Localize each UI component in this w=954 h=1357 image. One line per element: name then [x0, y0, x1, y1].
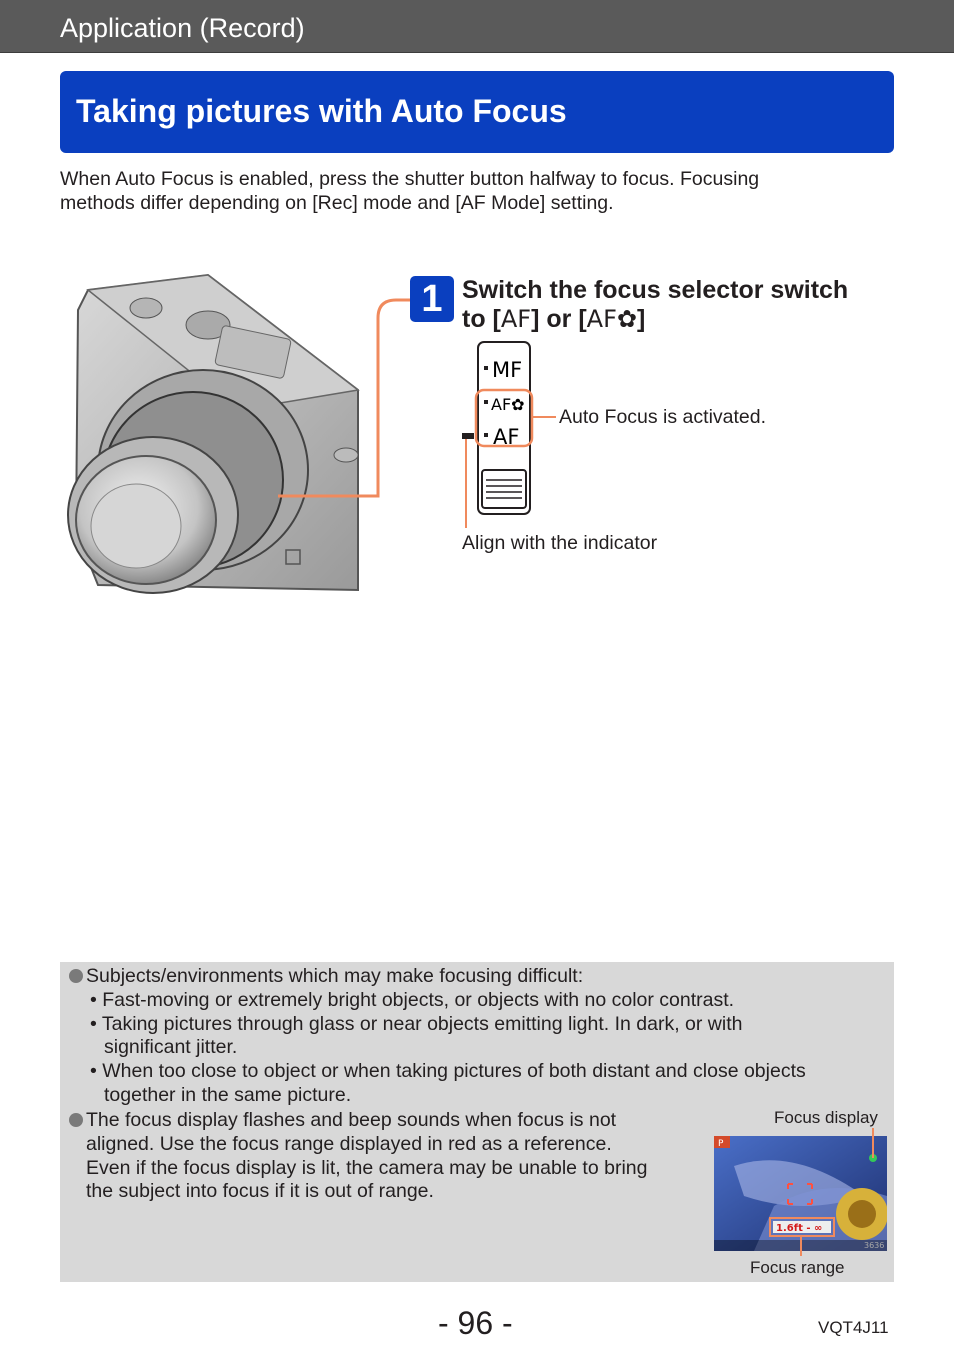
- focus-selector-switch: [460, 340, 560, 520]
- note-bullet-2b: aligned. Use the focus range displayed in red as a reference.: [86, 1133, 612, 1155]
- selector-mf-label: MF: [492, 358, 523, 382]
- title-bar: [60, 71, 894, 153]
- note-bullet-2c: Even if the focus display is lit, the camera may be unable to bring: [86, 1157, 648, 1179]
- auto-focus-activated-label: Auto Focus is activated.: [559, 406, 767, 428]
- intro-paragraph: [60, 167, 860, 215]
- note-bullet-2a: The focus display flashes and beep sounds when focus is not: [86, 1109, 617, 1131]
- note-bullet-2d: the subject into focus if it is out of range.: [86, 1180, 434, 1202]
- af-symbol: AF: [500, 305, 532, 333]
- header-bar: [0, 0, 954, 53]
- step-end-bracket: ]: [637, 305, 646, 333]
- lcd-mode-label: P: [718, 1139, 724, 1149]
- note-sub-2a: • Taking pictures through glass or near objects emitting light. In dark, or with: [90, 1013, 743, 1035]
- note-sub-1: • Fast-moving or extremely bright objects, or objects with no color contrast.: [90, 989, 735, 1011]
- step-instruction-line-2: [462, 305, 645, 334]
- page-title: Taking pictures with Auto Focus: [76, 93, 567, 129]
- lcd-shot-count: 3636: [864, 1241, 885, 1250]
- focus-display-label: Focus display: [774, 1108, 878, 1127]
- page-number: - 96 -: [438, 1305, 513, 1341]
- selector-af-macro-label: AF✿: [491, 395, 525, 414]
- breadcrumb: Application (Record): [60, 13, 305, 43]
- intro-line-2: methods differ depending on [Rec] mode and [AF Mode] setting.: [60, 192, 614, 214]
- camera-illustration: [58, 270, 378, 600]
- note-sub-3a: • When too close to object or when taking pictures of both distant and close objects: [90, 1060, 806, 1082]
- step-instruction-line-1: Switch the focus selector switch: [462, 276, 849, 304]
- model-code: VQT4J11: [818, 1318, 889, 1337]
- af-macro-symbol: AF✿: [586, 305, 637, 333]
- align-indicator-label: Align with the indicator: [462, 532, 658, 554]
- note-sub-3b: together in the same picture.: [104, 1084, 352, 1106]
- focus-range-label: Focus range: [750, 1258, 845, 1277]
- step-number-badge: 1: [410, 276, 454, 322]
- step-or-text: ] or [: [531, 305, 587, 333]
- note-bullet-1: Subjects/environments which may make focusing difficult:: [86, 965, 584, 987]
- bullet-icon: [69, 1113, 83, 1127]
- intro-line-1: When Auto Focus is enabled, press the shutter button halfway to focus. Focusing: [60, 168, 760, 190]
- step-to-text: to [: [462, 305, 501, 333]
- lcd-focus-range-value: 1.6ft - ∞: [776, 1223, 823, 1234]
- bullet-icon: [69, 969, 83, 983]
- note-sub-2b: significant jitter.: [104, 1036, 238, 1058]
- camera-lcd-screen: [714, 1136, 887, 1251]
- selector-af-label: AF: [493, 425, 520, 449]
